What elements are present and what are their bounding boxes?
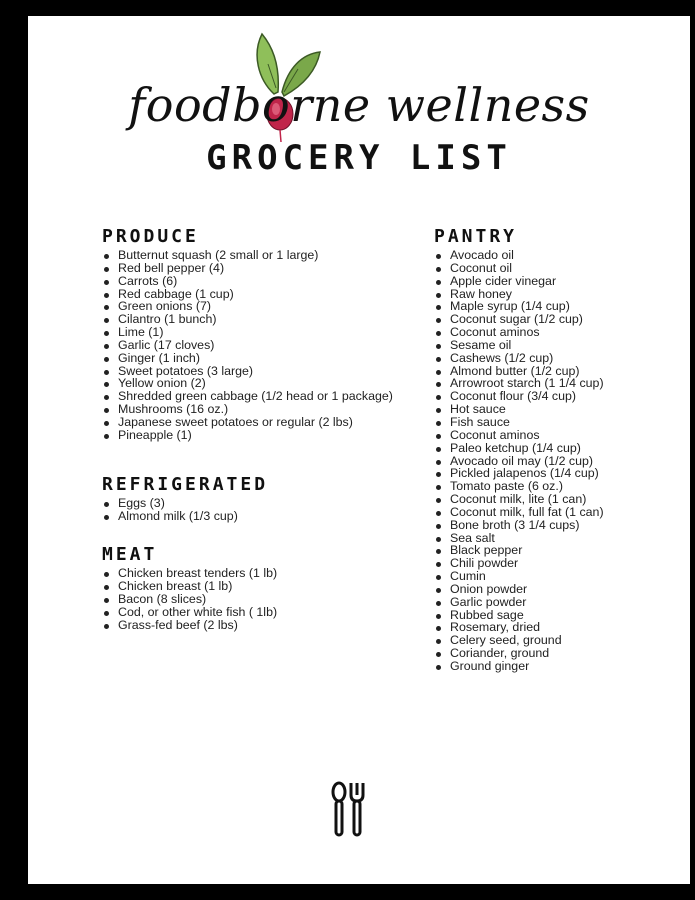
list-item: Coconut aminos [434,429,684,442]
list-item: Bacon (8 slices) [102,593,432,606]
list-item: Sweet potatoes (3 large) [102,365,432,378]
list-item: Bone broth (3 1/4 cups) [434,519,684,532]
list-item: Grass-fed beef (2 lbs) [102,619,432,632]
list-item: Black pepper [434,544,684,557]
list-item: Coconut sugar (1/2 cup) [434,313,684,326]
list-item: Paleo ketchup (1/4 cup) [434,442,684,455]
list-item: Lime (1) [102,326,432,339]
list-item: Coconut oil [434,262,684,275]
list-item: Chicken breast (1 lb) [102,580,432,593]
list-item: Coriander, ground [434,647,684,660]
list-item: Coconut milk, lite (1 can) [434,493,684,506]
grocery-list-page [28,16,690,884]
section-pantry [434,226,684,673]
list-item: Cumin [434,570,684,583]
pantry-list [434,249,684,673]
list-item: Japanese sweet potatoes or regular (2 lbs) [102,416,432,429]
list-item: Sea salt [434,532,684,545]
list-item: Pineapple (1) [102,429,432,442]
list-item: Pickled jalapenos (1/4 cup) [434,467,684,480]
list-item: Onion powder [434,583,684,596]
list-item: Hot sauce [434,403,684,416]
list-item: Garlic (17 cloves) [102,339,432,352]
list-item: Cashews (1/2 cup) [434,352,684,365]
list-item: Avocado oil may (1/2 cup) [434,455,684,468]
section-heading: PANTRY [434,226,518,247]
list-item: Chicken breast tenders (1 lb) [102,567,432,580]
list-item: Mushrooms (16 oz.) [102,403,432,416]
left-column [102,226,432,632]
list-item: Fish sauce [434,416,684,429]
list-item: Eggs (3) [102,497,432,510]
list-item: Shredded green cabbage (1/2 head or 1 package) [102,390,432,403]
meat-list [102,567,432,631]
list-item: Almond milk (1/3 cup) [102,510,432,523]
right-column [434,226,684,673]
list-item: Coconut milk, full fat (1 can) [434,506,684,519]
list-item: Red cabbage (1 cup) [102,288,432,301]
list-item: Chili powder [434,557,684,570]
list-item: Sesame oil [434,339,684,352]
list-item: Almond butter (1/2 cup) [434,365,684,378]
list-item: Butternut squash (2 small or 1 large) [102,249,432,262]
produce-list [102,249,432,442]
spoon-fork-icon [330,781,366,837]
list-item: Garlic powder [434,596,684,609]
list-item: Celery seed, ground [434,634,684,647]
section-produce [102,226,432,442]
list-item: Avocado oil [434,249,684,262]
list-item: Rosemary, dried [434,621,684,634]
section-heading: PRODUCE [102,226,199,247]
page-title: GROCERY LIST [206,138,512,178]
list-item: Ground ginger [434,660,684,673]
brand-name: foodborne wellness [128,78,590,132]
list-item: Maple syrup (1/4 cup) [434,300,684,313]
section-heading: MEAT [102,544,158,566]
refrigerated-list [102,497,432,523]
list-item: Coconut aminos [434,326,684,339]
list-item: Raw honey [434,288,684,301]
list-item: Tomato paste (6 oz.) [434,480,684,493]
list-item: Cilantro (1 bunch) [102,313,432,326]
list-item: Carrots (6) [102,275,432,288]
list-item: Rubbed sage [434,609,684,622]
section-refrigerated [102,474,432,523]
list-item: Green onions (7) [102,300,432,313]
list-item: Cod, or other white fish ( 1lb) [102,606,432,619]
section-meat [102,544,432,631]
list-item: Yellow onion (2) [102,377,432,390]
list-item: Apple cider vinegar [434,275,684,288]
list-item: Coconut flour (3/4 cup) [434,390,684,403]
list-item: Ginger (1 inch) [102,352,432,365]
logo [28,16,690,156]
list-item: Arrowroot starch (1 1/4 cup) [434,377,684,390]
list-item: Red bell pepper (4) [102,262,432,275]
section-heading: REFRIGERATED [102,473,269,495]
